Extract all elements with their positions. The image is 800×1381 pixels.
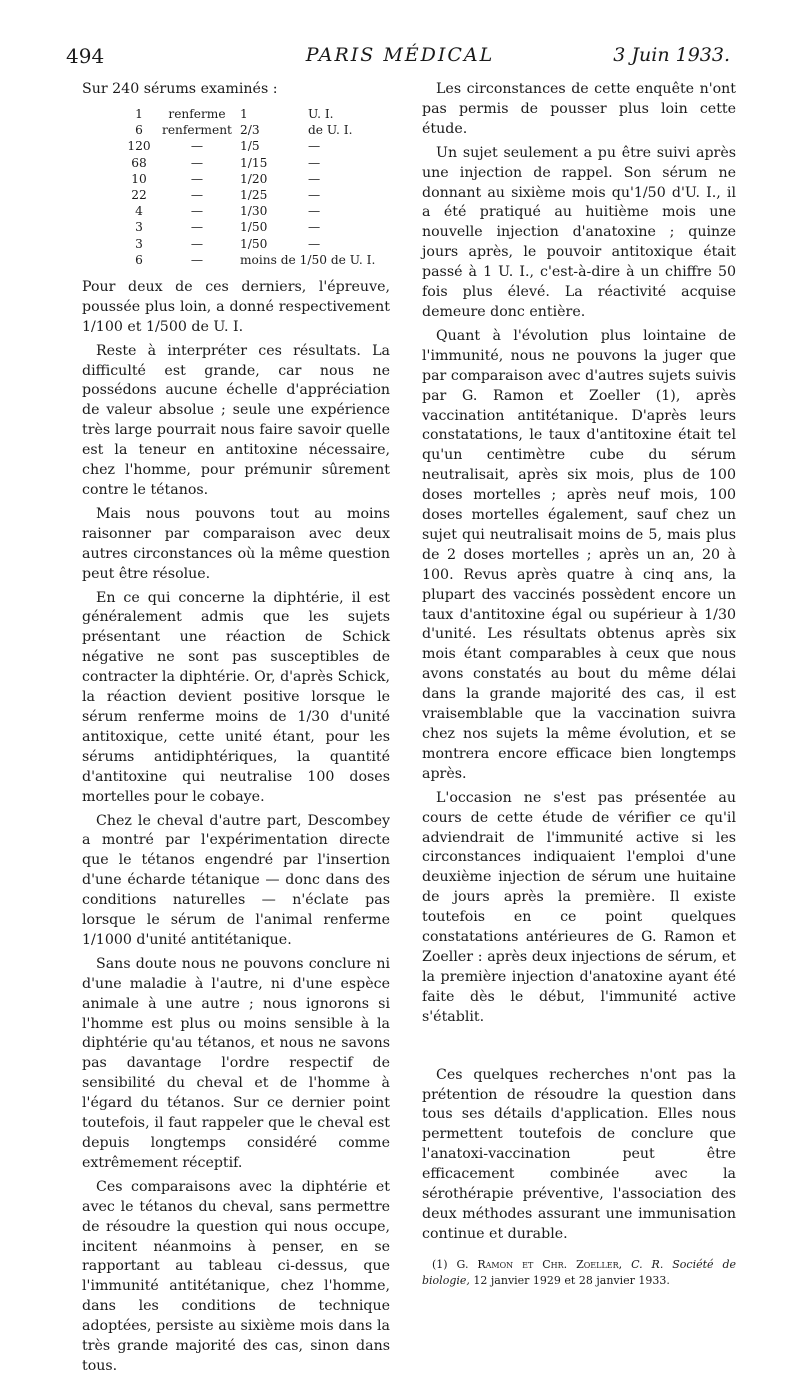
table-row <box>120 106 379 122</box>
table-cell: — <box>307 155 321 170</box>
paragraph: Pour deux de ces derniers, l'épreuve, poussée plus loin, a donné respectivement 1/100 et 1/500 de U. I. <box>82 278 390 335</box>
paragraph: Ces comparaisons avec la diphtérie et avec le tétanos du cheval, sans permettre de résoudre la question qui nous occupe, incitent néanmoins à penser, en se rapportant au tableau ci-dessus, que l'immunité antitétanique, chez l'homme, dans les conditions de technique adoptées, persiste au sixième mois dans la très grande majorité des cas, sinon dans tous. <box>82 1178 390 1374</box>
table-cell: 1/30 <box>239 204 268 219</box>
paragraph: Mais nous pouvons tout au moins raisonner par comparaison avec deux autres circonstances où la même question peut être résolue. <box>82 505 390 582</box>
table-cell: 1/15 <box>239 155 268 170</box>
paragraph: Un sujet seulement a pu être suivi après une injection de rappel. Son sérum ne donnant au sixième mois qu'1/50 d'U. I., il a été pratiqué au huitième mois une nouvelle injection d'anatoxine ; quinze jours après, le pouvoir antitoxique était passé à 1 U. I., c'est-à-dire à un chiffre 50 fois plus élevé. La réactivité acquise demeure donc entière. <box>422 144 736 320</box>
table-cell: — <box>307 204 321 219</box>
paragraph: Reste à interpréter ces résultats. La difficulté est grande, car nous ne possédons aucune échelle d'appréciation de valeur absolue ; seule une expérience très large pourrait nous faire savoir quelle est la teneur en antitoxine nécessaire, chez l'homme, pour prémunir sûrement contre le tétanos. <box>82 342 390 498</box>
table-row <box>120 203 379 219</box>
left-column <box>82 80 390 1381</box>
serum-table <box>120 106 379 268</box>
section-gap <box>422 1032 736 1066</box>
footnote-authors: G. Ramon et Chr. Zoeller, <box>456 1257 623 1271</box>
table-cell: — <box>307 220 321 235</box>
footnote-marker: (1) <box>432 1257 448 1271</box>
table-cell: 1/5 <box>239 139 260 154</box>
table-cell: 120 <box>127 139 151 154</box>
table-row <box>120 122 379 138</box>
table-cell: — <box>307 171 321 186</box>
table-cell: 6 <box>135 123 143 138</box>
footnote-dates: 12 janvier 1929 et 28 janvier 1933. <box>473 1273 670 1287</box>
conclusion-paragraph: Ces quelques recherches n'ont pas la prétention de résoudre la question dans tous ses détails d'application. Elles nous permettent toutefois de conclure que l'anatoxi-vaccination peut être efficacement combinée avec la sérothérapie préventive, l'association des deux méthodes assurant une immunisation continue et durable. <box>422 1066 736 1242</box>
table-cell: 22 <box>131 187 147 202</box>
table-cell: — <box>307 187 321 202</box>
table-cell: — <box>307 139 321 154</box>
journal-title: PARIS MÉDICAL <box>305 44 495 66</box>
table-cell: 4 <box>135 204 143 219</box>
paragraph: Les circonstances de cette enquête n'ont pas permis de pousser plus loin cette étude. <box>422 81 736 137</box>
table-cell: renferme <box>168 106 226 121</box>
table-cell: 1 <box>239 106 248 121</box>
table-cell: — <box>190 187 204 202</box>
paragraph: Chez le cheval d'autre part, Descombey a montré par l'expérimentation directe que le tétanos engendré par l'insertion d'une écharde tétanique — donc dans des conditions naturelles — n'éclate pas lorsque le sérum de l'animal renferme 1/1000 d'unité antitétanique. <box>82 812 390 948</box>
footnote <box>422 1257 736 1289</box>
footnote-journal: C. R. Société de biologie, <box>422 1257 737 1287</box>
table-cell: 1 <box>135 106 143 121</box>
table-cell: 3 <box>135 236 143 251</box>
table-cell: 68 <box>131 155 147 170</box>
table-cell: — <box>190 236 204 251</box>
table-cell: 10 <box>131 171 147 186</box>
page-number: 494 <box>66 44 105 68</box>
paragraph: Sans doute nous ne pouvons conclure ni d'une maladie à l'autre, ni d'une espèce animale à une autre ; nous ignorons si l'homme est plus ou moins sensible à la diphtérie qu'au tétanos, et nous ne savons pas davantage l'ordre respectif de sensibilité du cheval et de l'homme à l'égard du tétanos. Sur ce dernier point toutefois, il faut rappeler que le cheval est depuis longtemps considéré comme extrêmement réceptif. <box>82 955 390 1171</box>
table-intro: Sur 240 sérums examinés : <box>82 81 278 97</box>
table-row <box>120 252 379 268</box>
paragraph: L'occasion ne s'est pas présentée au cours de cette étude de vérifier ce qu'il adviendrait de l'immunité active si les circonstances indiquaient l'emploi d'une deuxième injection de sérum une huitaine de jours après la première. Il existe toutefois en ce point quelques constatations antérieures de G. Ramon et Zoeller : après deux injections de sérum, et la première injection d'anatoxine ayant été faite dès le début, l'immunité active s'établit. <box>422 789 736 1025</box>
table-cell: — <box>190 204 204 219</box>
table-cell: — <box>190 220 204 235</box>
table-cell: 1/50 <box>239 236 268 251</box>
paragraph: En ce qui concerne la diphtérie, il est généralement admis que les sujets présentant une réaction de Schick négative ne sont pas susceptibles de contracter la diphtérie. Or, d'après Schick, la réaction devient positive lorsque le sérum renferme moins de 1/30 d'unité antitoxique, cette unité étant, pour les sérums antidiphtériques, la quantité d'antitoxine qui neutralise 100 doses mortelles pour le cobaye. <box>82 589 390 805</box>
table-cell: — <box>190 139 204 154</box>
table-cell: moins de 1/50 de U. I. <box>239 252 376 267</box>
table-cell: — <box>190 155 204 170</box>
issue-date: 3 Juin 1933. <box>613 44 730 66</box>
table-cell: 3 <box>135 220 143 235</box>
table-cell: 1/20 <box>239 171 268 186</box>
table-cell: — <box>190 171 204 186</box>
table-row <box>120 171 379 187</box>
table-cell: — <box>190 252 204 267</box>
right-column <box>422 80 736 1293</box>
table-cell: — <box>307 236 321 251</box>
table-cell: de U. I. <box>307 123 353 138</box>
table-cell: 1/25 <box>239 187 268 202</box>
table-row <box>120 187 379 203</box>
paragraph: Quant à l'évolution plus lointaine de l'immunité, nous ne pouvons la juger que par comparaison avec d'autres sujets suivis par G. Ramon et Zoeller (1), après vaccination antitétanique. D'après leurs constatations, le taux d'antitoxine était tel qu'un centimètre cube du sérum neutralisait, après six mois, plus de 100 doses mortelles ; après neuf mois, 100 doses mortelles également, sauf chez un sujet qui neutralisait moins de 5, mais plus de 2 doses mortelles ; après un an, 20 à 100. Revus après quatre à cinq ans, la plupart des vaccinés possèdent encore un taux d'antitoxine égal ou supérieur à 1/30 d'unité. Les résultats obtenus après six mois étant comparables à ceux que nous avons constatés au bout du même délai dans la grande majorité des cas, il est vraisemblable que la vaccination suivra chez nos sujets la même évolution, et se montrera encore efficace bien longtemps après. <box>422 327 736 782</box>
table-cell: renferment <box>162 123 232 138</box>
table-row <box>120 236 379 252</box>
table-cell: U. I. <box>307 106 334 121</box>
table-cell: 1/50 <box>239 220 268 235</box>
table-row <box>120 138 379 154</box>
table-cell: 6 <box>135 252 143 267</box>
table-row <box>120 155 379 171</box>
table-cell: 2/3 <box>239 123 260 138</box>
table-row <box>120 219 379 235</box>
